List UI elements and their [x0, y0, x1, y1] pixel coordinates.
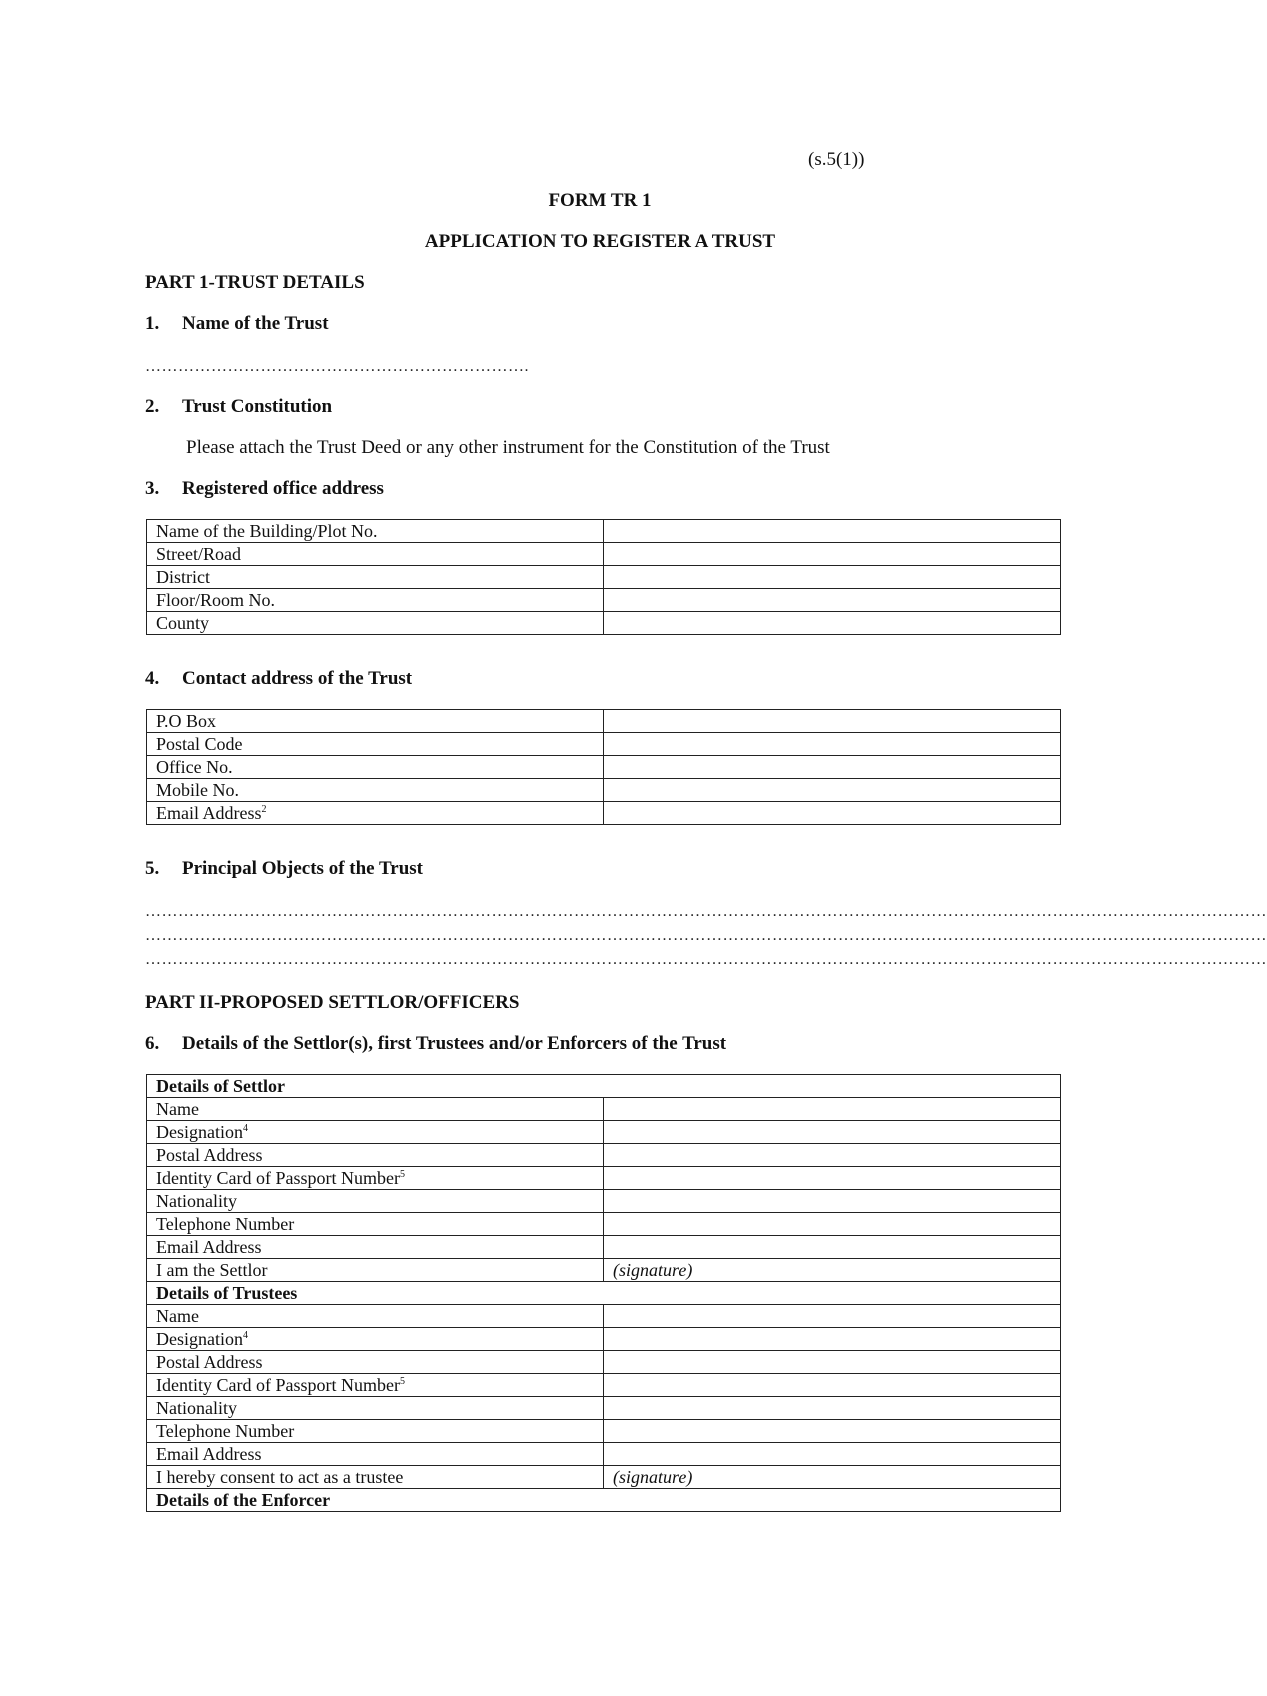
table-row: [147, 1466, 1061, 1489]
input-cell[interactable]: [604, 1213, 1061, 1236]
input-cell[interactable]: [604, 1098, 1061, 1121]
table-row: [147, 1144, 1061, 1167]
table-row: [147, 543, 1061, 566]
row-label: [147, 1167, 604, 1190]
footnote-marker: 2: [261, 804, 267, 815]
row-label: Email Address: [147, 1236, 604, 1259]
officers-table: [146, 1074, 1061, 1512]
table-row: [147, 756, 1061, 779]
input-cell[interactable]: [604, 1121, 1061, 1144]
input-cell[interactable]: [604, 802, 1061, 825]
item6-number: 6.: [145, 1033, 160, 1054]
input-cell[interactable]: [604, 1420, 1061, 1443]
enforcer-section-title: Details of the Enforcer: [147, 1489, 1061, 1512]
form-number: FORM TR 1: [548, 190, 652, 211]
input-cell[interactable]: [604, 1397, 1061, 1420]
table-row: [147, 779, 1061, 802]
item1-number: 1.: [145, 313, 160, 334]
id-label: Identity Card of Passport Number: [156, 1168, 400, 1188]
table-row: [147, 710, 1061, 733]
settlor-section-title: Details of Settlor: [147, 1075, 1061, 1098]
contact-address-table: [146, 709, 1061, 825]
table-row: [147, 1351, 1061, 1374]
trustees-section-title: Details of Trustees: [147, 1282, 1061, 1305]
part2-heading: PART II-PROPOSED SETTLOR/OFFICERS: [145, 992, 520, 1013]
table-section-header: [147, 1075, 1061, 1098]
table-row: [147, 1121, 1061, 1144]
input-cell[interactable]: [604, 1351, 1061, 1374]
row-label: Floor/Room No.: [147, 589, 604, 612]
table-row: [147, 612, 1061, 635]
row-label: Nationality: [147, 1397, 604, 1420]
input-cell[interactable]: [604, 710, 1061, 733]
input-cell[interactable]: [604, 1443, 1061, 1466]
table-row: [147, 1190, 1061, 1213]
trust-name-field[interactable]: …………………………………………………………….: [145, 358, 529, 375]
footnote-marker: 5: [399, 1376, 405, 1387]
input-cell[interactable]: [604, 1328, 1061, 1351]
item2-label: Trust Constitution: [182, 396, 333, 417]
table-row: [147, 733, 1061, 756]
item5-number: 5.: [145, 858, 160, 879]
row-label: Email Address: [147, 1443, 604, 1466]
item1-label: Name of the Trust: [182, 313, 329, 334]
table-row: [147, 1443, 1061, 1466]
input-cell[interactable]: [604, 543, 1061, 566]
table-row: [147, 802, 1061, 825]
table-row: [147, 1259, 1061, 1282]
input-cell[interactable]: [604, 1236, 1061, 1259]
row-label: [147, 1328, 604, 1351]
table-row: [147, 1397, 1061, 1420]
settlor-signature-cell[interactable]: (signature): [604, 1259, 1061, 1282]
table-row: [147, 589, 1061, 612]
input-cell[interactable]: [604, 756, 1061, 779]
row-label: Postal Address: [147, 1351, 604, 1374]
table-section-header: [147, 1489, 1061, 1512]
row-label: District: [147, 566, 604, 589]
input-cell[interactable]: [604, 1305, 1061, 1328]
row-label: [147, 1121, 604, 1144]
input-cell[interactable]: [604, 779, 1061, 802]
row-label: Telephone Number: [147, 1213, 604, 1236]
row-label: Name: [147, 1098, 604, 1121]
table-row: [147, 566, 1061, 589]
input-cell[interactable]: [604, 1144, 1061, 1167]
table-row: [147, 1420, 1061, 1443]
row-label: Mobile No.: [147, 779, 604, 802]
trustee-signature-cell[interactable]: (signature): [604, 1466, 1061, 1489]
id-label: Identity Card of Passport Number: [156, 1375, 400, 1395]
table-row: [147, 1236, 1061, 1259]
row-label: I hereby consent to act as a trustee: [147, 1466, 604, 1489]
input-cell[interactable]: [604, 566, 1061, 589]
row-label: Nationality: [147, 1190, 604, 1213]
row-label: [147, 802, 604, 825]
trust-deed-instruction: Please attach the Trust Deed or any other instrument for the Constitution of the Trust: [186, 437, 830, 458]
item4-label: Contact address of the Trust: [182, 668, 413, 689]
row-label: County: [147, 612, 604, 635]
input-cell[interactable]: [604, 612, 1061, 635]
table-row: [147, 1213, 1061, 1236]
item4-number: 4.: [145, 668, 160, 689]
input-cell[interactable]: [604, 1167, 1061, 1190]
form-title: APPLICATION TO REGISTER A TRUST: [424, 231, 776, 252]
row-label: Name of the Building/Plot No.: [147, 520, 604, 543]
row-label: Telephone Number: [147, 1420, 604, 1443]
footnote-marker: 4: [243, 1123, 248, 1134]
designation-label: Designation: [156, 1329, 243, 1349]
row-label: Postal Code: [147, 733, 604, 756]
row-label: Postal Address: [147, 1144, 604, 1167]
input-cell[interactable]: [604, 733, 1061, 756]
footnote-marker: 4: [243, 1330, 248, 1341]
row-label: P.O Box: [147, 710, 604, 733]
table-row: [147, 1328, 1061, 1351]
email-label: Email Address: [156, 803, 262, 823]
table-section-header: [147, 1282, 1061, 1305]
table-row: [147, 1167, 1061, 1190]
row-label: Name: [147, 1305, 604, 1328]
row-label: Street/Road: [147, 543, 604, 566]
objects-line-3[interactable]: ……………………………………………………………………………………………………………………………………………………………………………………: [145, 951, 1267, 968]
table-row: [147, 1098, 1061, 1121]
item3-label: Registered office address: [182, 478, 384, 499]
input-cell[interactable]: [604, 589, 1061, 612]
objects-line-2[interactable]: ……………………………………………………………………………………………………………………………………………………………………………………: [145, 927, 1267, 944]
row-label: [147, 1374, 604, 1397]
table-row: [147, 1305, 1061, 1328]
objects-line-1[interactable]: ……………………………………………………………………………………………………………………………………………………………………………………: [145, 903, 1267, 920]
item6-label: Details of the Settlor(s), first Trustees and/or Enforcers of the Trust: [182, 1033, 727, 1054]
part1-heading: PART 1-TRUST DETAILS: [145, 272, 365, 293]
item3-number: 3.: [145, 478, 160, 499]
footnote-marker: 5: [399, 1169, 405, 1180]
row-label: I am the Settlor: [147, 1259, 604, 1282]
input-cell[interactable]: [604, 520, 1061, 543]
input-cell[interactable]: [604, 1190, 1061, 1213]
table-row: [147, 520, 1061, 543]
item2-number: 2.: [145, 396, 160, 417]
input-cell[interactable]: [604, 1374, 1061, 1397]
table-row: [147, 1374, 1061, 1397]
section-reference: (s.5(1)): [808, 149, 865, 170]
registered-office-table: [146, 519, 1061, 635]
item5-label: Principal Objects of the Trust: [182, 858, 423, 879]
row-label: Office No.: [147, 756, 604, 779]
designation-label: Designation: [156, 1122, 243, 1142]
